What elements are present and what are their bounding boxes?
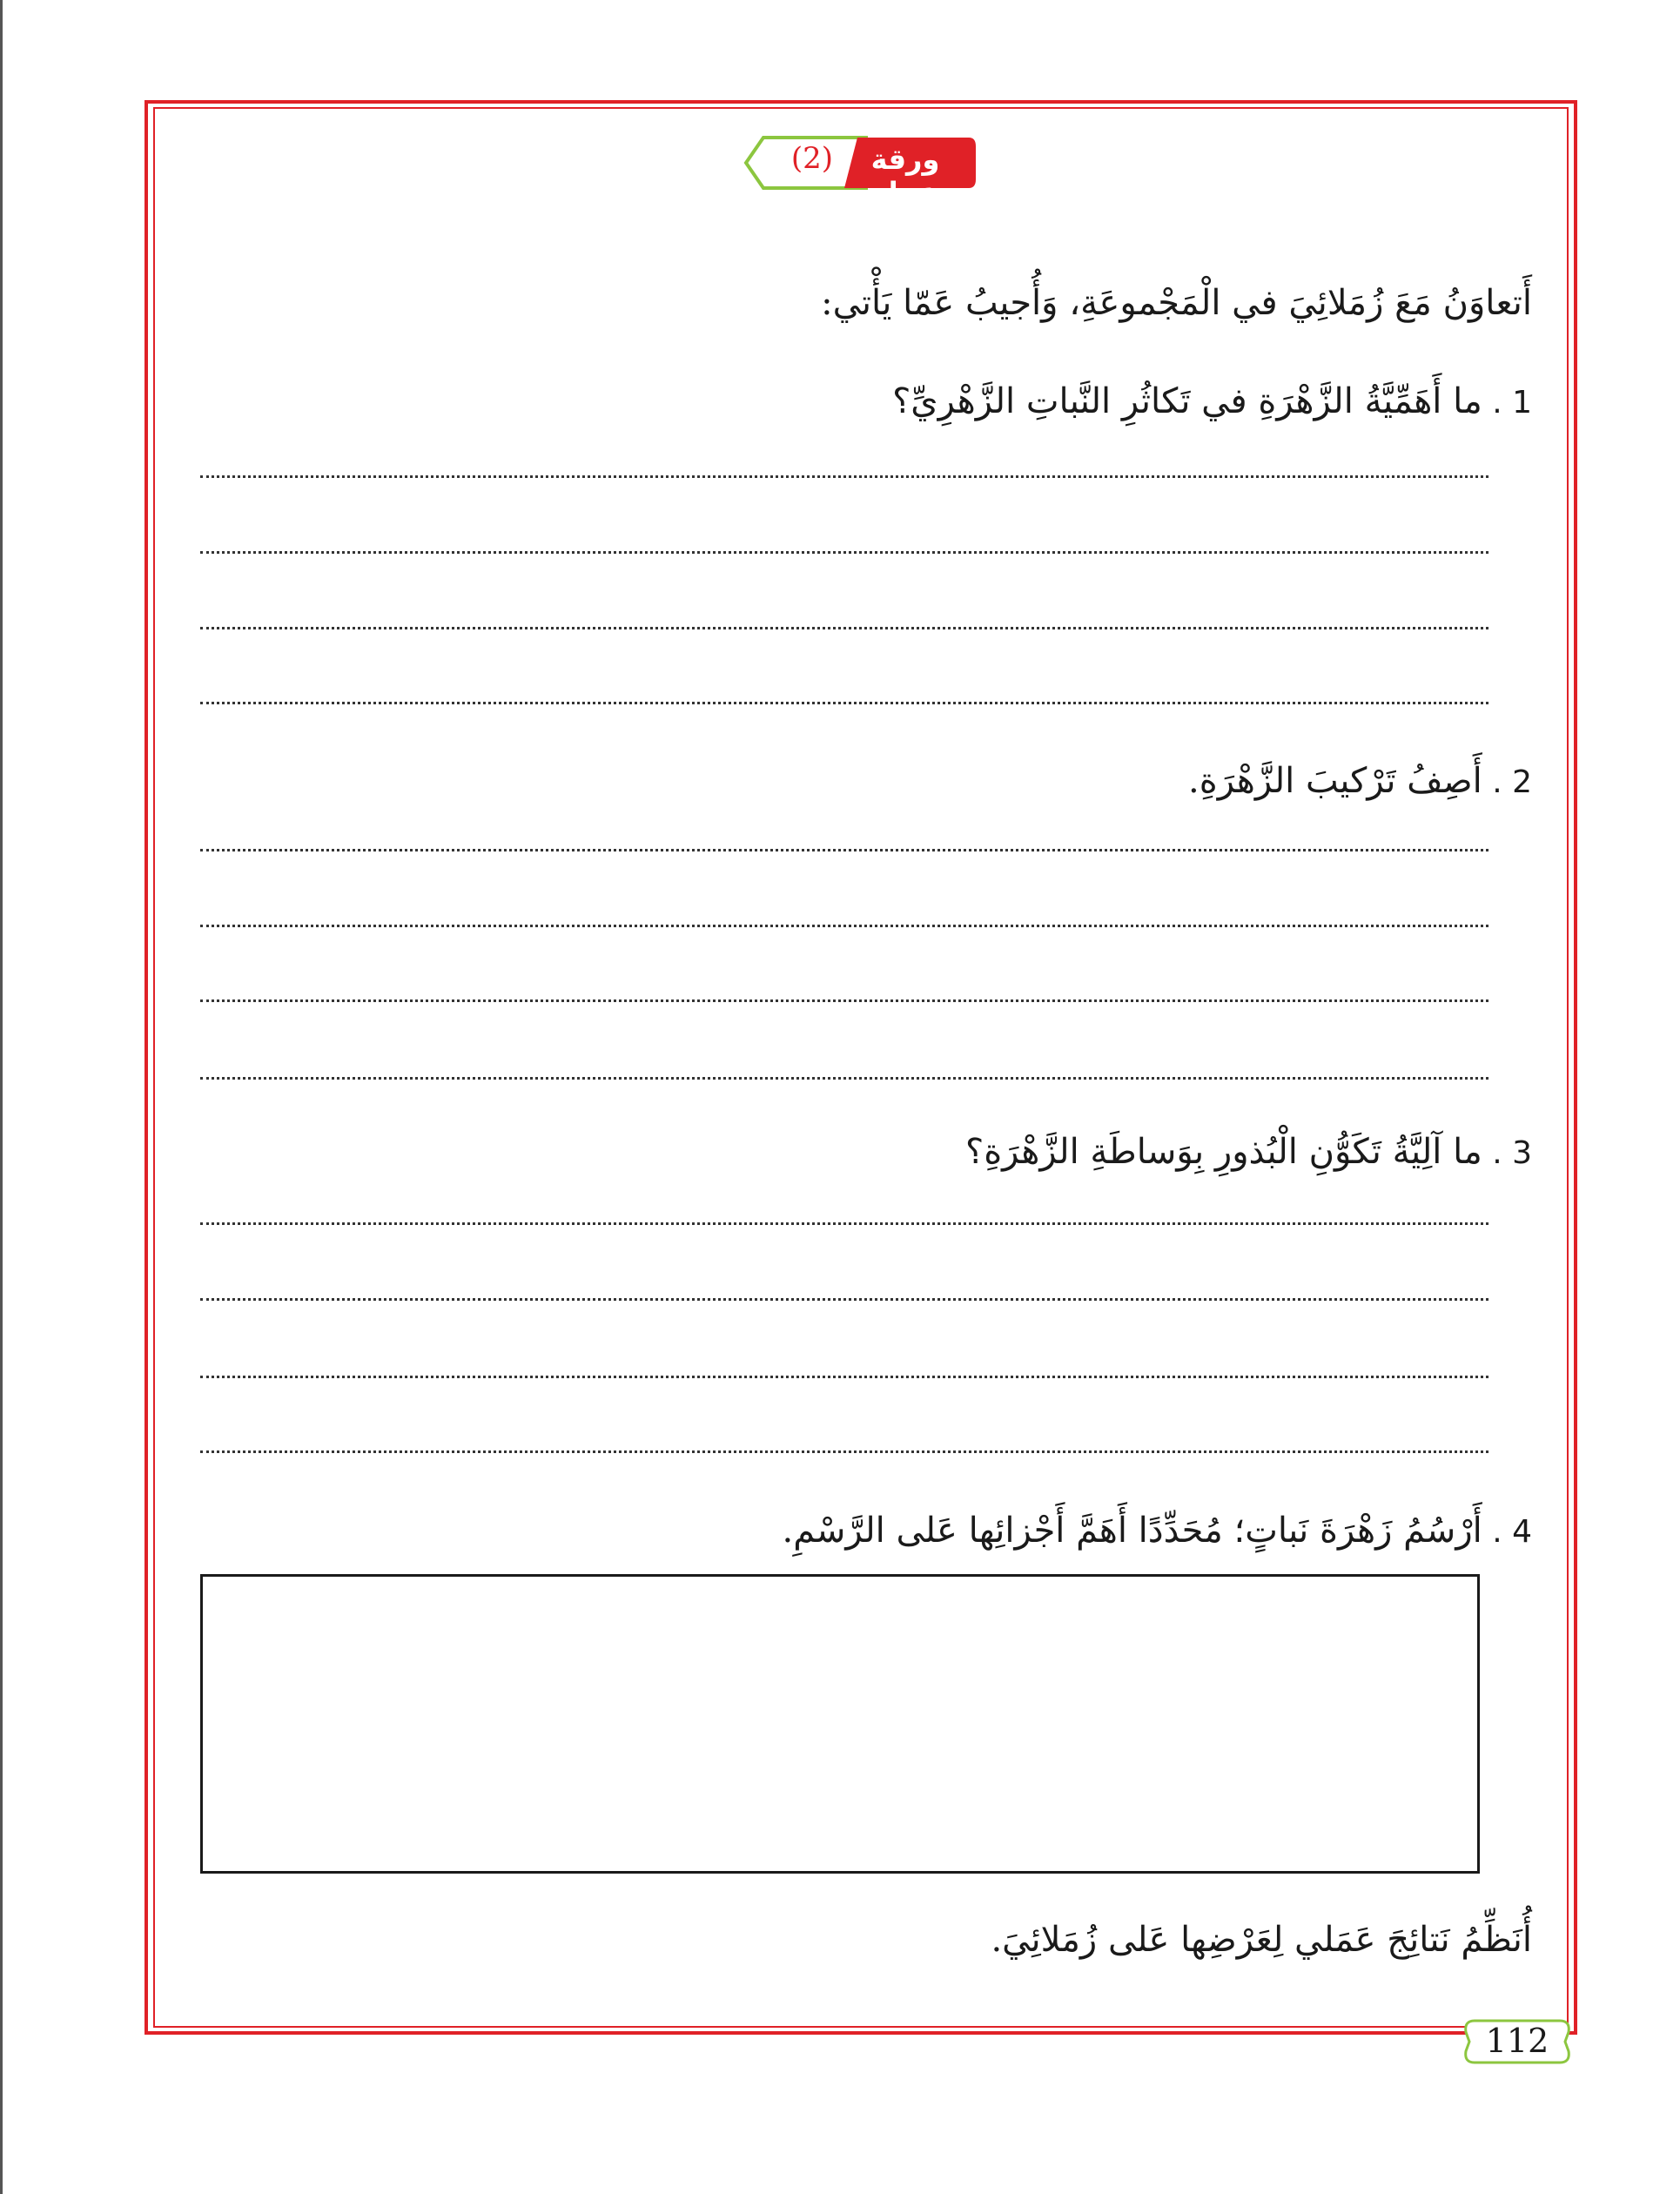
question-2: 2 . أَصِفُ تَرْكيبَ الزَّهْرَةِ.: [1188, 761, 1532, 801]
answer-line[interactable]: [200, 702, 1488, 704]
answer-line[interactable]: [200, 627, 1488, 629]
answer-line[interactable]: [200, 551, 1488, 554]
answer-line[interactable]: [200, 1222, 1488, 1225]
page-number: 112: [1485, 2022, 1549, 2060]
answer-line[interactable]: [200, 475, 1488, 478]
page-edge: [0, 0, 3, 2194]
question-4: 4 . أَرْسُمُ زَهْرَةَ نَباتٍ؛ مُحَدِّدًا أَهَمَّ أَجْزائِها عَلى الرَّسْمِ.: [782, 1511, 1532, 1551]
worksheet-label: ورقة عمل: [870, 143, 940, 209]
question-3-text: ما آلِيَّةُ تَكَوُّنِ الْبُذورِ بِوَساطَةِ الزَّهْرَةِ؟: [964, 1132, 1482, 1172]
question-2-text: أَصِفُ تَرْكيبَ الزَّهْرَةِ.: [1188, 761, 1482, 801]
worksheet-header-tab: [736, 132, 979, 209]
intro-text: أَتعاوَنُ مَعَ زُمَلائِيَ في الْمَجْموعَةِ، وَأُجيبُ عَمّا يَأْتي:: [821, 283, 1532, 323]
question-1-text: ما أَهَمِّيَّةُ الزَّهْرَةِ في تَكاثُرِ النَّباتِ الزَّهْرِيِّ؟: [892, 381, 1482, 421]
drawing-box[interactable]: [200, 1574, 1480, 1874]
question-4-number: 4: [1512, 1514, 1532, 1550]
question-3: 3 . ما آلِيَّةُ تَكَوُّنِ الْبُذورِ بِوَساطَةِ الزَّهْرَةِ؟: [964, 1132, 1532, 1172]
answer-line[interactable]: [200, 1298, 1488, 1301]
answer-line[interactable]: [200, 925, 1488, 927]
question-1: 1 . ما أَهَمِّيَّةُ الزَّهْرَةِ في تَكاثُرِ النَّباتِ الزَّهْرِيِّ؟: [892, 381, 1532, 421]
answer-line[interactable]: [200, 1450, 1488, 1453]
closing-text: أُنَظِّمُ نَتائِجَ عَمَلي لِعَرْضِها عَلى زُمَلائِيَ.: [991, 1920, 1532, 1960]
question-4-text: أَرْسُمُ زَهْرَةَ نَباتٍ؛ مُحَدِّدًا أَهَمَّ أَجْزائِها عَلى الرَّسْمِ.: [782, 1511, 1482, 1551]
answer-line[interactable]: [200, 1077, 1488, 1080]
answer-line[interactable]: [200, 1376, 1488, 1378]
question-1-number: 1: [1512, 385, 1532, 421]
page-number-badge: [1462, 2018, 1572, 2065]
worksheet-number: (2): [790, 141, 834, 176]
answer-line[interactable]: [200, 849, 1488, 851]
question-2-number: 2: [1512, 764, 1532, 800]
question-3-number: 3: [1512, 1135, 1532, 1171]
answer-line[interactable]: [200, 999, 1488, 1002]
